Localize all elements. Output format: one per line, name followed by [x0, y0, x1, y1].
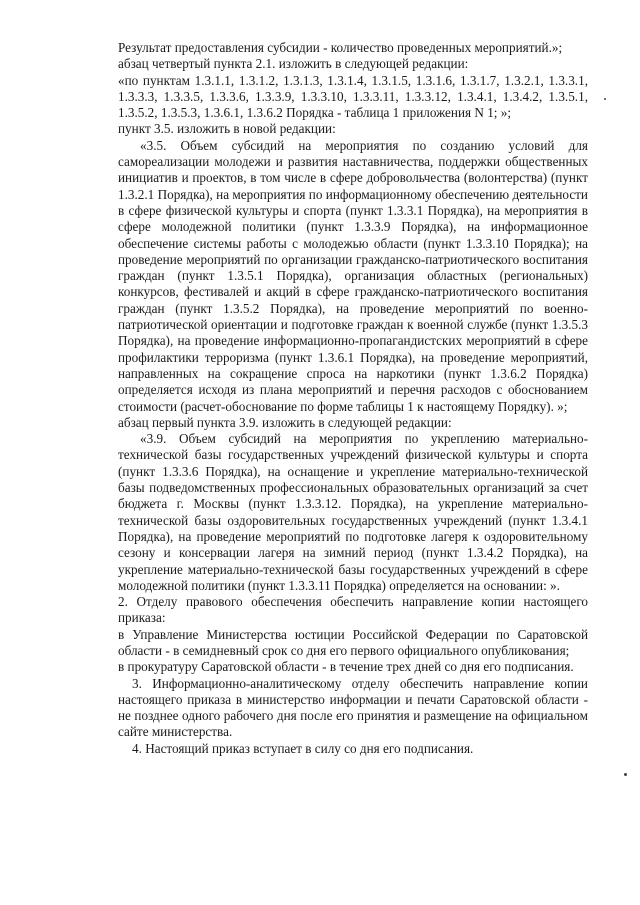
- document-body: [118, 40, 588, 757]
- paragraph-3-9-text: «3.9. Объем субсидий на мероприятия по укреплению материально-технической базы государственных учреждений физической культуры и спорта (пункт 1.3.3.6 Порядка), на оснащение и укрепление материально-технической базы подведомственных профессиональных образовательных организаций за счет бюджета г. Москвы (пункт 1.3.3.12. Порядка), на укрепление материально-технической базы оздоровительных государственных учреждений (пункт 1.3.4.1 Порядка), на проведение мероприятий по подготовке лагеря к оздоровительному сезону и консервации лагеря на зимний период (пункт 1.3.4.2 Порядка), на укрепление материально-технической базы государственных учреждений в сфере молодежной политики (пункт 1.3.3.11 Порядка) определяется на основании: ».: [118, 431, 588, 593]
- scan-speck: [624, 773, 627, 776]
- paragraph-item-3: 3. Информационно-аналитическому отделу обеспечить направление копии настоящего приказа в министерство информации и печати Саратовской области - не позднее одного рабочего дня после его принятия и размещение на официальном сайте министерства.: [118, 675, 588, 740]
- paragraph-item-4: 4. Настоящий приказ вступает в силу со дня его подписания.: [132, 740, 474, 756]
- paragraph-3-5-text: «3.5. Объем субсидий на мероприятия по созданию условий для самореализации молодежи и развития наставничества, поддержки общественных инициатив и проектов, в том числе в сфере добровольчества (волонтерства) (пункт 1.3.2.1 Порядка), на мероприятия по информационному обеспечению деятельности в сфере физической культуры и спорта (пункт 1.3.3.1 Порядка), на мероприятия в сфере молодежной политики (пункт 1.3.3.9 Порядка), на информационное обеспечение системы работы с молодежью области (пункт 1.3.3.10 Порядка); на проведение мероприятий по организации гражданско-патриотического воспитания граждан (пункт 1.3.5.1 Порядка), организация областных (региональных) конкурсов, фестивалей и акций в сфере гражданско-патриотического воспитания граждан (пункт 1.3.5.2 Порядка), на проведение мероприятий по военно-патриотической ориентации и подготовке граждан к военной службе (пункт 1.3.5.3 Порядка), на проведение информационно-пропагандистских мероприятий в сфере профилактики терроризма (пункт 1.3.6.1 Порядка), на проведение мероприятий, направленных на сокращение спроса на наркотики (пункт 1.3.6.2 Порядка) определяется исходя из плана мероприятий и перечня расходов с обоснованием стоимости (расчет-обоснование по форме таблицы 1 к настоящему Порядку). »;: [118, 137, 588, 414]
- paragraph-amend-2-1: абзац четвертый пункта 2.1. изложить в следующей редакции:: [118, 56, 469, 72]
- scan-speck: [604, 98, 606, 100]
- paragraph-result: Результат предоставления субсидии - количество проведенных мероприятий.»;: [118, 40, 563, 55]
- paragraph-ministry-justice: в Управление Министерства юстиции Российской Федерации по Саратовской области - в семидневный срок со дня его первого официального опубликования;: [118, 626, 588, 658]
- paragraph-prosecutor: в прокуратуру Саратовской области - в течение трех дней со дня его подписания.: [118, 659, 574, 675]
- paragraph-points-list: «по пунктам 1.3.1.1, 1.3.1.2, 1.3.1.3, 1.3.1.4, 1.3.1.5, 1.3.1.6, 1.3.1.7, 1.3.2.1, 1.3.3.1, 1.3.3.3, 1.3.3.5, 1.3.3.6, 1.3.3.9, 1.3.3.10, 1.3.3.11, 1.3.3.12, 1.3.4.1, 1.3.4.2, 1.3.5.1, 1.3.5.2, 1.3.5.3, 1.3.6.1, 1.3.6.2 Порядка - таблица 1 приложения N 1; »;: [118, 72, 588, 121]
- paragraph-item-2: 2. Отделу правового обеспечения обеспечить направление копии настоящего приказа:: [118, 594, 588, 626]
- paragraph-amend-3-9: абзац первый пункта 3.9. изложить в следующей редакции:: [118, 414, 452, 430]
- paragraph-amend-3-5: пункт 3.5. изложить в новой редакции:: [118, 121, 336, 137]
